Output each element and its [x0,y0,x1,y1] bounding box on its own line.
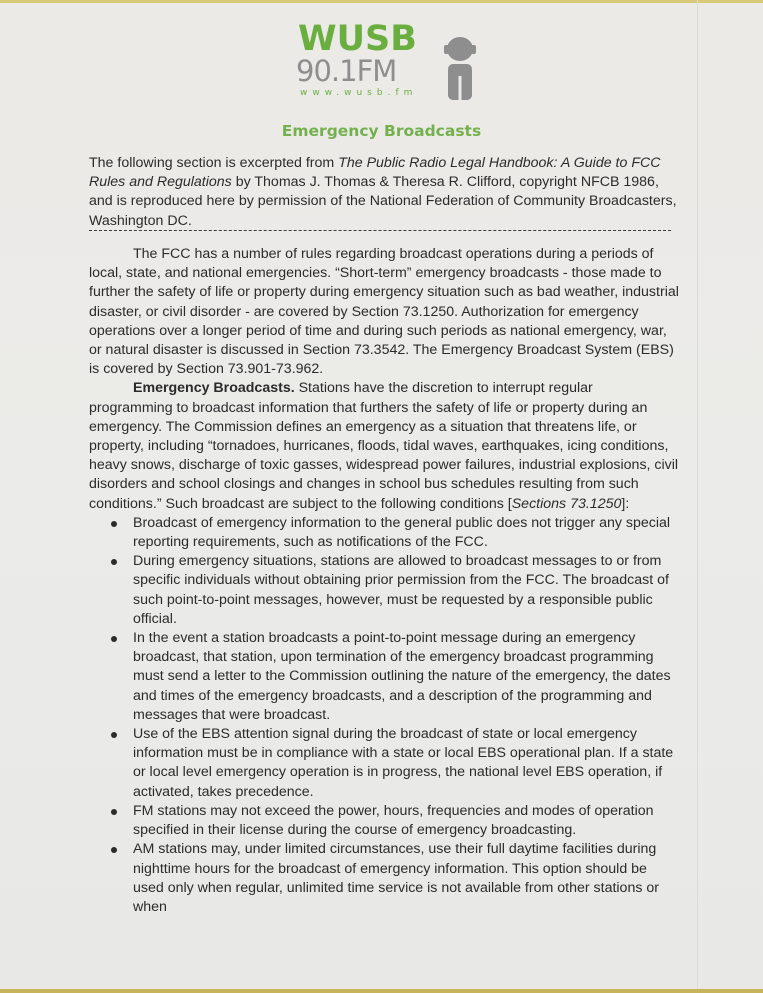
body-content [89,245,679,917]
list-item-text: Use of the EBS attention signal during the broadcast of state or local emergency information must be in compliance with a state or local EBS operational plan. If a state or local level emergency operation is in progress, the national level EBS operation, if activated, takes precedence. [133,726,674,800]
list-item [89,629,679,725]
bullet-icon [111,847,117,853]
logo-url: www.wusb.fm [300,88,418,98]
list-item [89,514,679,552]
paragraph-emergency-broadcasts [89,379,679,513]
bullet-icon [111,521,117,527]
intro-paragraph [89,154,679,231]
list-item [89,840,679,917]
list-item-text: AM stations may, under limited circumstances, use their full daytime facilities during nighttime hours for the broadcast of emergency information. This option should be used only when regular, unlimited time service is not available from other stations or when [133,841,659,915]
list-item [89,552,679,629]
overview-text: The FCC has a number of rules regarding broadcast operations during a periods of local, state, and national emergencies. “Short-term” emergency broadcasts - those made to further the safety of life or property during emergency situation such as bad weather, industrial disaster, or civil disorder - are covered by Section 73.1250. Authorization for emergency operations over a longer period of time and during such periods as national emergency, war, or natural disaster is discussed in Section 73.3542. The Emergency Broadcast System (EBS) is covered by Section 73.901-73.962. [89,246,679,378]
list-item-text: Broadcast of emergency information to the general public does not trigger any special reporting requirements, such as notifications of the FCC. [133,514,671,551]
list-item-text: In the event a station broadcasts a point-to-point message during an emergency broadcast, that station, upon termination of the emergency broadcast programming must send a letter to the Commission outlining the nature of the emergency, the dates and times of the emergency broadcasts, and a description of the programming and messages that were broadcast. [133,630,671,723]
bullet-icon [111,636,117,642]
bullet-icon [111,809,117,815]
logo-frequency: 90.1FM [296,54,397,88]
paragraph-overview [89,245,679,379]
intro-text-end: by Thomas J. Thomas & Theresa R. Clifford, copyright NFCB 1986, and is reproduced here by permission of the National Federation of Community Broadcasters, Washington DC. [89,174,677,229]
page-fold-line [697,0,698,993]
section-heading: Emergency Broadcasts. [133,380,295,397]
intro-text-start: The following section is excerpted from [89,155,339,171]
book-title: The Public Radio Legal Handbook: A Guide to FCC Rules and Regulations [89,155,661,191]
conditions-list [89,514,679,917]
wusb-logo [296,20,466,100]
page-title: Emergency Broadcasts [281,122,482,140]
list-item [89,802,679,840]
dashed-separator [89,230,671,231]
listener-figure-icon [442,36,478,102]
page-top-edge [0,0,763,3]
page-bottom-edge [0,989,763,993]
logo-station-name: WUSB [298,19,417,59]
list-item-text: During emergency situations, stations are allowed to broadcast messages to or from specific individuals without obtaining prior permission from the FCC. The broadcast of such point-to-point messages, however, must be requested by a responsible public official. [133,553,669,627]
bullet-icon [111,559,117,565]
list-item [89,725,679,802]
section-text: Stations have the discretion to interrupt regular programming to broadcast information that furthers the safety of life or property during an emergency. The Commission defines an emergency as a situation that threatens life, or property, including “tornadoes, hurricanes, floods, tidal waves, earthquakes, icing conditions, heavy snows, discharge of toxic gasses, widespread power failures, industrial explosions, civil disorders and school closings and changes in school bus schedules resulting from such conditions.” Such broadcast are subject to the following conditions [ [89,380,679,512]
bullet-icon [111,732,117,738]
list-item-text: FM stations may not exceed the power, hours, frequencies and modes of operation specified in their license during the course of emergency broadcasting. [133,802,654,839]
citation-closing: ]: [621,495,630,512]
section-citation: Sections 73.1250 [511,495,622,512]
